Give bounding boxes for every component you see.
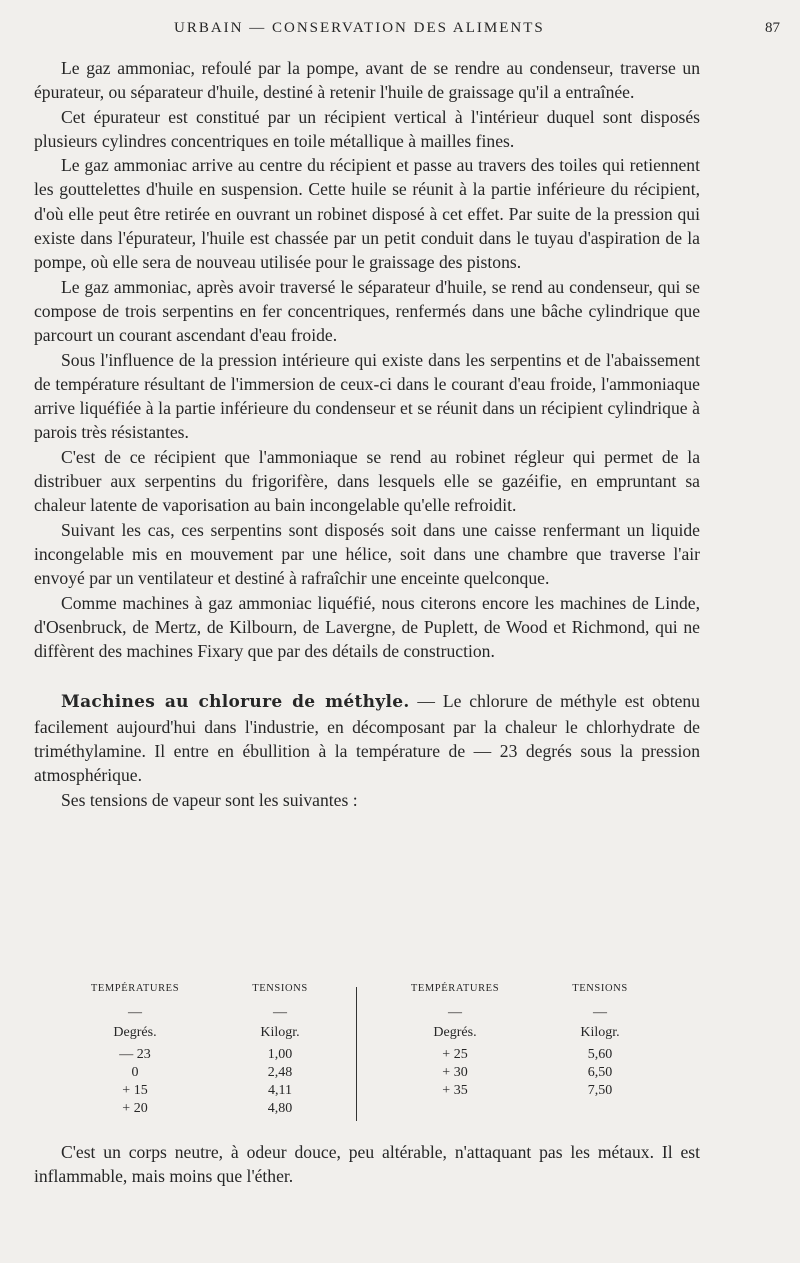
column-unit: Kilogr. xyxy=(580,1025,620,1040)
column-dash: — xyxy=(448,1005,462,1020)
table-cell: + 35 xyxy=(442,1083,468,1098)
paragraph: Le gaz ammoniac, après avoir traversé le séparateur d'huile, se rend au condenseur, qui se compose de trois serpentins en fer concentriques, renfermés dans une bâche cylindrique que parcourt un courant ascendant d'eau froide. xyxy=(34,276,700,346)
paragraph: Ses tensions de vapeur sont les suivantes : xyxy=(61,789,358,810)
section-paragraph xyxy=(34,689,700,787)
table-cell: 7,50 xyxy=(587,1083,613,1098)
table-cell: + 15 xyxy=(122,1083,148,1098)
table-column-temperatures-left xyxy=(60,983,210,1119)
section-title: Machines au chlorure de méthyle. xyxy=(61,692,410,713)
paragraph: Comme machines à gaz ammoniac liquéfié, nous citerons encore les machines de Linde, d'Osenbruck, de Mertz, de Kilbourn, de Lavergne, de Puplett, de Wood et Richmond, qui ne diffèrent des machines Fixary que par des détails de construction. xyxy=(34,592,700,662)
table-divider xyxy=(356,987,357,1121)
table-column-tensions-right xyxy=(540,983,660,1101)
table-column-temperatures-right xyxy=(380,983,530,1101)
table-cell: + 20 xyxy=(122,1101,148,1116)
table-cell: 6,50 xyxy=(587,1065,613,1080)
table-cell: 5,60 xyxy=(587,1047,613,1062)
paragraph: Sous l'influence de la pression intérieure qui existe dans les serpentins et de l'abaissement de température résultant de l'immersion de ceux-ci dans le courant d'eau froide, l'ammoniaque arrive liquéfiée à la partie inférieure du condenseur et se réunit dans un récipient cylindrique à parois très résistantes. xyxy=(34,349,700,443)
column-dash: — xyxy=(593,1005,607,1020)
column-header: TEMPÉRATURES xyxy=(90,983,180,994)
table-cell: 0 xyxy=(131,1065,139,1080)
vapor-tension-table xyxy=(60,983,700,1128)
paragraph: Le gaz ammoniac, refoulé par la pompe, avant de se rendre au condenseur, traverse un épurateur, ou séparateur d'huile, destiné à retenir l'huile de graissage qu'il a entraînée. xyxy=(34,58,700,103)
table-cell: 4,11 xyxy=(268,1083,292,1098)
header-title: URBAIN — CONSERVATION DES ALIMENTS xyxy=(174,20,545,36)
column-dash: — xyxy=(128,1005,142,1020)
table-cell: 2,48 xyxy=(267,1065,293,1080)
table-cell: + 25 xyxy=(442,1047,468,1062)
paragraph: Cet épurateur est constitué par un récipient vertical à l'intérieur duquel sont disposés plusieurs cylindres concentriques en toile métallique à mailles fines. xyxy=(34,106,700,151)
column-header: TEMPÉRATURES xyxy=(410,983,500,994)
paragraph: Le gaz ammoniac arrive au centre du récipient et passe au travers des toiles qui retiennent les gouttelettes d'huile en suspension. Cette huile se réunit à la partie inférieure du récipient, d'où elle peut être retirée en ouvrant un robinet disposé à cet effet. Par suite de la pression qui existe dans l'épurateur, l'huile est chassée par un petit conduit dans le tuyau d'aspiration de la pompe, où elle sera de nouveau utilisée pour le graissage des pistons. xyxy=(34,155,700,273)
column-header: TENSIONS xyxy=(572,983,628,994)
page-number: 87 xyxy=(765,20,780,36)
table-column-tensions-left xyxy=(220,983,340,1119)
paragraph: C'est un corps neutre, à odeur douce, peu altérable, n'attaquant pas les métaux. Il est inflammable, mais moins que l'éther. xyxy=(34,1142,700,1187)
section-text: — Le chlorure de méthyle est obtenu facilement aujourd'hui dans l'industrie, en décomposant par la chaleur le chlorhydrate de triméthylamine. Il entre en ébullition à la température de — 23 degrés sous la pression atmosphérique. xyxy=(34,691,700,786)
table-cell: 4,80 xyxy=(267,1101,293,1116)
table-cell: 1,00 xyxy=(267,1047,293,1062)
column-unit: Degrés. xyxy=(113,1025,157,1040)
table-cell: + 30 xyxy=(442,1065,468,1080)
column-unit: Kilogr. xyxy=(260,1025,300,1040)
column-header: TENSIONS xyxy=(252,983,308,994)
body-text xyxy=(34,56,700,812)
running-header xyxy=(34,20,786,44)
table-cell: — 23 xyxy=(119,1047,151,1062)
closing-text xyxy=(34,1140,700,1189)
column-unit: Degrés. xyxy=(433,1025,477,1040)
column-dash: — xyxy=(273,1005,287,1020)
paragraph: C'est de ce récipient que l'ammoniaque se rend au robinet régleur qui permet de la distribuer aux serpentins du frigorifère, dans lesquels elle se gazéifie, en empruntant sa chaleur latente de vaporisation au bain incongelable qu'elle refroidit. xyxy=(34,446,700,516)
paragraph: Suivant les cas, ces serpentins sont disposés soit dans une caisse renfermant un liquide incongelable mis en mouvement par une hélice, soit dans une chambre que traverse l'air envoyé par un ventilateur et destiné à rafraîchir une enceinte quelconque. xyxy=(34,519,700,589)
